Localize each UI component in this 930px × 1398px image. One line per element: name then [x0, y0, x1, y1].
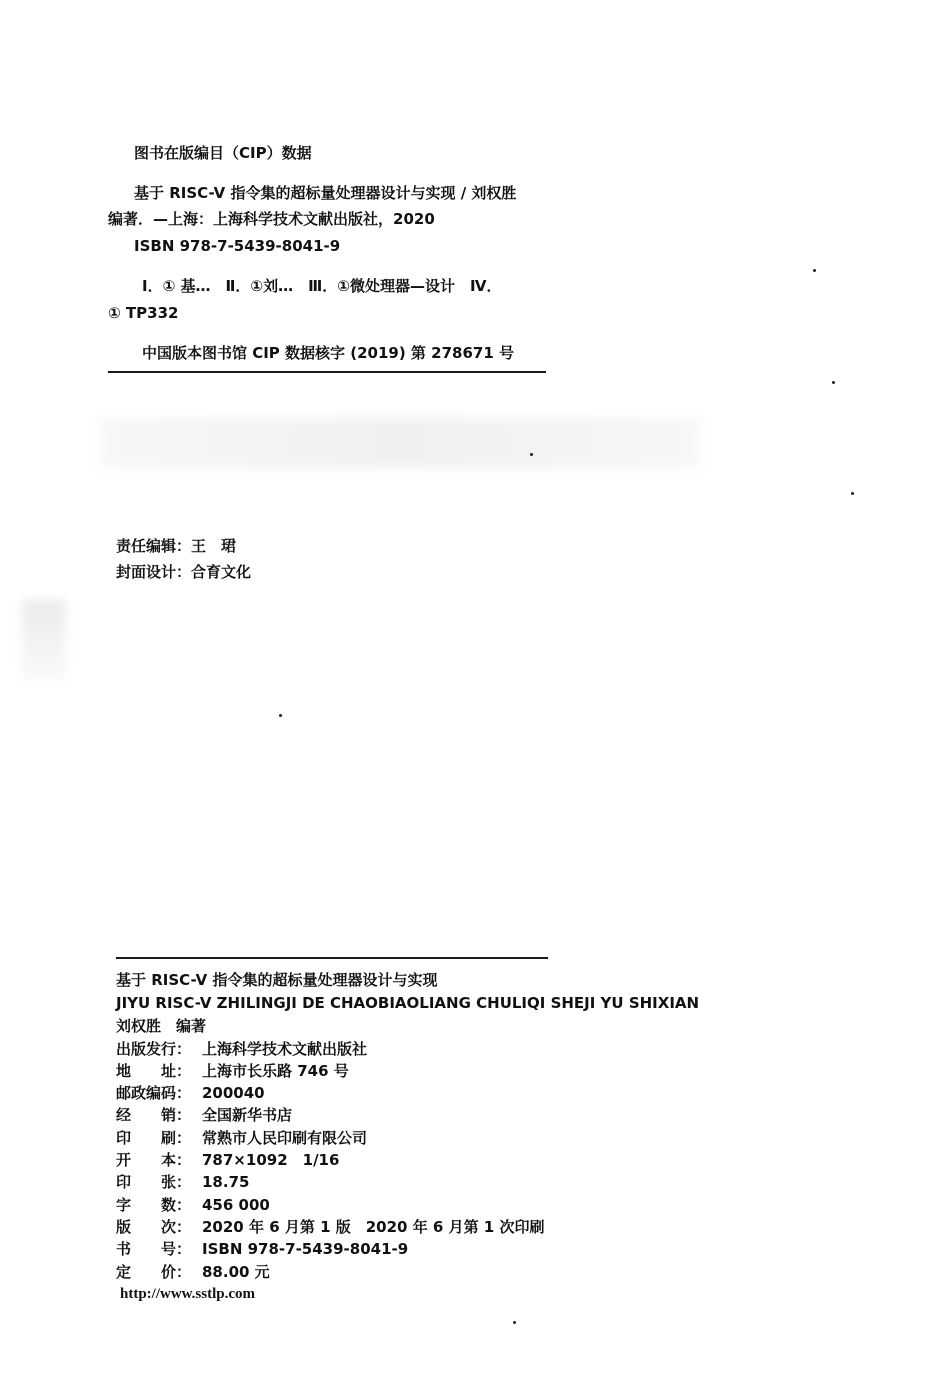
- colophon-row-word-count: [116, 1195, 270, 1215]
- colophon-row-format: [116, 1150, 339, 1170]
- colophon-row-address: [116, 1061, 349, 1081]
- row-label: 书 号：: [116, 1240, 192, 1258]
- row-label: 地 址：: [116, 1062, 192, 1080]
- row-label: 出版发行：: [116, 1040, 192, 1058]
- cip-title: 图书在版编目（CIP）数据: [134, 144, 312, 162]
- row-label: 版 次：: [116, 1218, 192, 1236]
- speck: [513, 1321, 516, 1324]
- row-label: 经 销：: [116, 1106, 192, 1124]
- colophon-divider: [116, 957, 548, 959]
- cip-line-record-number: 中国版本图书馆 CIP 数据核字 (2019) 第 278671 号: [142, 344, 514, 362]
- cip-line-isbn: ISBN 978-7-5439-8041-9: [134, 237, 341, 255]
- cip-line-title: 基于 RISC-V 指令集的超标量处理器设计与实现 / 刘权胜: [134, 184, 517, 202]
- colophon-row-postcode: [116, 1083, 265, 1103]
- scan-bleed-through: [100, 418, 700, 468]
- row-label: 邮政编码：: [116, 1084, 192, 1102]
- row-value: 全国新华书店: [202, 1106, 293, 1124]
- row-value: ISBN 978-7-5439-8041-9: [202, 1240, 409, 1258]
- cip-line-classification: ① TP332: [108, 304, 179, 322]
- publisher-url: http://www.sstlp.com: [120, 1286, 256, 1302]
- row-value: 常熟市人民印刷有限公司: [202, 1129, 368, 1147]
- row-value: 200040: [202, 1084, 265, 1102]
- editor-value: 王 珺: [191, 537, 237, 555]
- row-value: 88.00 元: [202, 1263, 270, 1281]
- scan-smudge: [22, 600, 66, 680]
- colophon-row-edition: [116, 1217, 544, 1237]
- editor-label: 责任编辑：: [116, 537, 192, 555]
- speck: [813, 269, 816, 272]
- row-label: 开 本：: [116, 1151, 192, 1169]
- row-value: 787×1092 1/16: [202, 1151, 340, 1169]
- row-value: 456 000: [202, 1196, 270, 1214]
- cip-divider: [108, 371, 546, 373]
- row-label: 印 张：: [116, 1173, 192, 1191]
- colophon-row-distributor: [116, 1105, 292, 1125]
- cip-line-publisher: 编著．—上海：上海科学技术文献出版社，2020: [108, 210, 435, 228]
- editor-line: [116, 536, 236, 556]
- row-value: 上海市长乐路 746 号: [202, 1062, 349, 1080]
- colophon-title-cn: 基于 RISC-V 指令集的超标量处理器设计与实现: [116, 971, 438, 989]
- speck: [851, 492, 854, 495]
- colophon-author: 刘权胜 编著: [116, 1017, 207, 1035]
- speck: [530, 453, 533, 456]
- row-label: 字 数：: [116, 1196, 192, 1214]
- cip-line-subjects: Ⅰ．① 基… Ⅱ．①刘… Ⅲ．①微处理器—设计 Ⅳ．: [142, 277, 502, 295]
- speck: [832, 381, 835, 384]
- cover-design-label: 封面设计：: [116, 563, 192, 581]
- row-value: 2020 年 6 月第 1 版 2020 年 6 月第 1 次印刷: [202, 1218, 545, 1236]
- colophon-row-price: [116, 1262, 270, 1282]
- row-value: 18.75: [202, 1173, 250, 1191]
- cover-design-line: [116, 562, 251, 582]
- colophon-title-pinyin: JIYU RISC-V ZHILINGJI DE CHAOBIAOLIANG CHULIQI SHEJI YU SHIXIAN: [116, 994, 700, 1012]
- row-value: 上海科学技术文献出版社: [202, 1040, 368, 1058]
- row-label: 印 刷：: [116, 1129, 192, 1147]
- colophon-row-publisher: [116, 1039, 367, 1059]
- colophon-row-isbn: [116, 1239, 408, 1259]
- speck: [279, 714, 282, 717]
- cover-design-value: 合育文化: [191, 563, 252, 581]
- row-label: 定 价：: [116, 1263, 192, 1281]
- colophon-row-sheets: [116, 1172, 249, 1192]
- colophon-row-printer: [116, 1128, 367, 1148]
